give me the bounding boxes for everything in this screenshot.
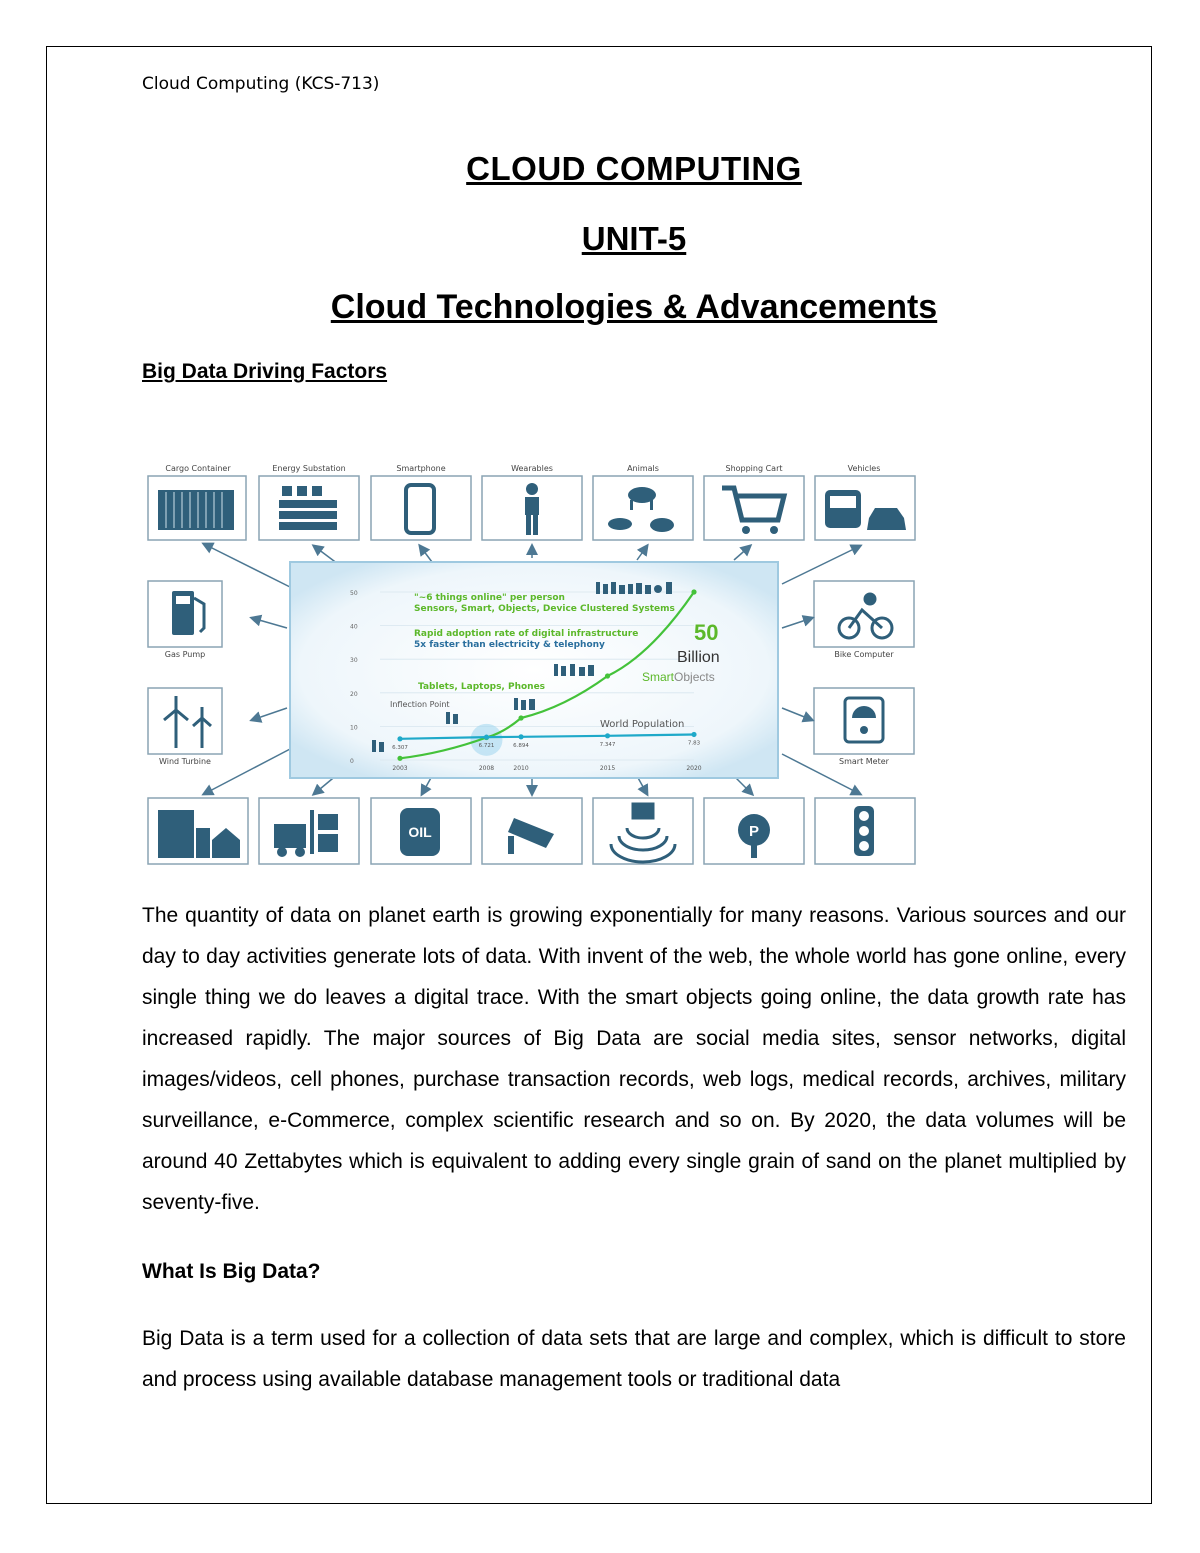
- annotation-rapid-adoption: Rapid adoption rate of digital infrastructure: [414, 629, 639, 639]
- x-tick-label: 2010: [513, 765, 529, 772]
- oil-barrel-icon: [400, 808, 440, 856]
- big-number: 50: [694, 620, 719, 645]
- annotation-inflection-point: Inflection Point: [390, 700, 450, 709]
- annotation-tablets: Tablets, Laptops, Phones: [418, 682, 546, 692]
- smart-objects-label: [642, 670, 715, 684]
- annotation-five-times-faster: 5x faster than electricity & telephony: [414, 640, 605, 650]
- paragraph-what-is-big-data: Big Data is a term used for a collection of data sets that are large and complex, which is difficult to store and process using available database management tools or traditional data: [142, 1327, 1126, 1391]
- data-label: 7.83: [687, 740, 701, 747]
- running-head: Cloud Computing (KCS-713): [142, 74, 380, 94]
- paragraph-driving-factors: The quantity of data on planet earth is growing exponentially for many reasons. Various sources and our day to day activities generate lots of data. With invent of the web, the whole world has gone online, every single thing we do leaves a digital trace. With the smart objects going online, the data growth rate has increased rapidly. The major sources of Big Data are social media sites, sensor networks, digital images/videos, cell phones, purchase transaction records, web logs, medical records, archives, military surveillance, e-Commerce, complex scientific research and so on. By 2020, the data volumes will be around 40 Zettabytes which is equivalent to adding every single grain of sand on the planet multiplied by seventy-five.: [142, 904, 1126, 1214]
- annotation-things-online: "~6 things online" per person: [414, 593, 565, 603]
- y-tick-label: 20: [350, 690, 358, 698]
- tile-label-gas-pump: Gas Pump: [164, 650, 206, 659]
- tile-label-cargo: Cargo Container: [165, 464, 231, 473]
- section-heading-what-is-big-data: What Is Big Data?: [142, 1260, 321, 1283]
- section-heading-driving-factors: Big Data Driving Factors: [142, 360, 388, 383]
- data-label: 6.307: [392, 744, 408, 751]
- main-title: CLOUD COMPUTING: [466, 150, 802, 187]
- y-tick-label: 40: [350, 623, 358, 631]
- central-chart-panel: [290, 562, 778, 778]
- y-tick-label: 30: [350, 657, 358, 665]
- y-tick-label: 50: [350, 590, 358, 597]
- data-point: [691, 732, 696, 737]
- data-point: [605, 673, 610, 678]
- cargo-container-icon: [158, 490, 234, 530]
- data-point: [691, 589, 696, 594]
- tile-label-bike-computer: Bike Computer: [834, 650, 894, 659]
- tile-label-wearables: Wearables: [511, 464, 553, 473]
- annotation-sensors: Sensors, Smart, Objects, Device Clustered Systems: [414, 604, 675, 614]
- smart-objects-label-b: Objects: [674, 670, 715, 684]
- x-tick-label: 2020: [686, 765, 702, 772]
- top-tiles: [148, 464, 915, 540]
- parking-label: P: [748, 823, 760, 840]
- traffic-light-icon: [854, 806, 874, 856]
- y-tick-label: 0: [350, 758, 354, 765]
- big-data-infographic: [142, 458, 922, 868]
- data-label: 6.894: [513, 742, 529, 749]
- data-point: [484, 735, 489, 740]
- subtitle: Cloud Technologies & Advancements: [330, 288, 938, 326]
- x-tick-label: 2003: [392, 765, 408, 772]
- y-tick-label: 10: [350, 724, 358, 732]
- data-point: [605, 733, 610, 738]
- x-tick-label: 2008: [478, 765, 495, 772]
- tile-label-cart: Shopping Cart: [725, 464, 783, 473]
- data-label: 6.721: [478, 743, 495, 750]
- annotation-world-population: World Population: [600, 719, 685, 730]
- tile-label-energy: Energy Substation: [272, 464, 346, 473]
- unit-title: UNIT-5: [581, 220, 687, 257]
- data-point: [397, 756, 402, 761]
- oil-label: OIL: [408, 824, 432, 840]
- data-point: [518, 715, 523, 720]
- tile-label-smart-meter: Smart Meter: [839, 757, 889, 766]
- smart-objects-label-a: Smart: [642, 670, 675, 684]
- tile-label-animals: Animals: [627, 464, 659, 473]
- big-unit: Billion: [677, 649, 720, 666]
- tile-label-vehicles: Vehicles: [847, 464, 881, 473]
- bottom-tiles: [148, 798, 915, 864]
- tile-label-wind-turbine: Wind Turbine: [159, 757, 211, 766]
- data-point: [397, 736, 402, 741]
- data-label: 7.347: [599, 741, 616, 748]
- x-tick-label: 2015: [599, 765, 616, 772]
- data-point: [518, 734, 523, 739]
- tile-label-smartphone: Smartphone: [396, 464, 446, 473]
